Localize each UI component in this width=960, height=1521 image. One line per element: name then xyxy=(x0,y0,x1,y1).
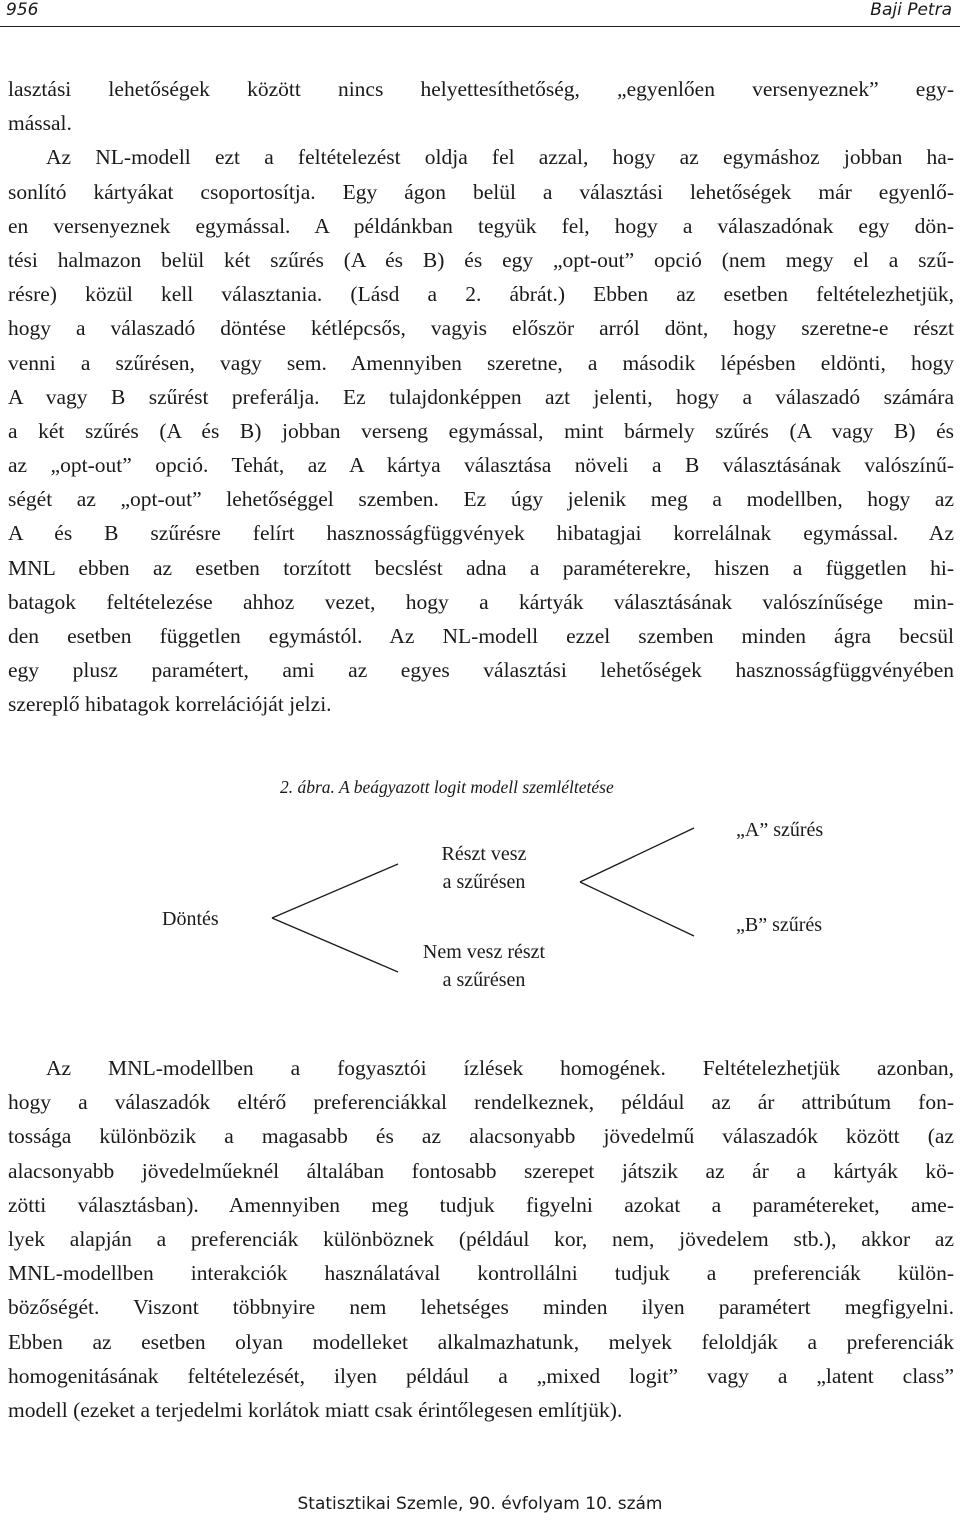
node-participate xyxy=(412,840,556,896)
text-line: lasztási lehetőségek között nincs helyettesíthetőség, „egyenlően versenyeznek” egy- xyxy=(8,77,954,101)
text-line: sonlító kártyákat csoportosítja. Egy ágon belül a választási lehetőségek már egyenlő- xyxy=(8,179,954,204)
edge-top-to-b xyxy=(580,882,694,936)
text-line: résre) közül kell választania. (Lásd a 2. ábrát.) Ebben az esetben feltételezhetjük, xyxy=(8,282,954,307)
node-not-participate xyxy=(404,938,564,994)
text-line: lyek alapján a preferenciák különböznek (például kor, nem, jövedelem stb.), akkor az xyxy=(8,1226,954,1251)
text-line: Az NL-modell ezt a feltételezést oldja fel azzal, hogy az egymáshoz jobban ha- xyxy=(46,145,954,170)
text-line: A és B szűrésre felírt hasznosságfüggvények hibatagjai korrelálnak egymással. Az xyxy=(8,521,954,546)
journal-footer: Statisztikai Szemle, 90. évfolyam 10. szám xyxy=(297,1494,663,1514)
text-line: MNL-modellben interakciók használatával kontrollálni tudjuk a preferenciák külön- xyxy=(8,1261,954,1286)
edge-root-to-bottom xyxy=(272,918,398,972)
text-line: hogy a válaszadók eltérő preferenciákkal rendelkeznek, például az ár attribútum fon- xyxy=(8,1090,954,1115)
node-leaf-b: „B” szűrés xyxy=(736,914,823,936)
page-number: 956 xyxy=(6,0,39,20)
running-author: Baji Petra xyxy=(870,0,952,20)
node-participate-line2: a szűrésen xyxy=(442,871,526,893)
text-line: ségét az „opt-out” lehetőséggel szemben. Ez úgy jelenik meg a modellben, hogy az xyxy=(8,487,954,512)
edge-top-to-a xyxy=(580,828,694,882)
text-line: egy plusz paramétert, ami az egyes választási lehetőségek hasznosságfüggvényében xyxy=(8,658,954,683)
text-line: MNL ebben az esetben torzított becslést adna a paraméterekre, hiszen a független hi- xyxy=(8,555,954,580)
text-line: bözőségét. Viszont többnyire nem lehetséges minden ilyen paramétert megfigyelni. xyxy=(8,1295,954,1320)
node-not-participate-line2: a szűrésen xyxy=(442,969,526,991)
text-line: a két szűrés (A és B) jobban verseng egymással, mint bármely szűrés (A vagy B) és xyxy=(8,418,954,443)
text-line: batagok feltételezése ahhoz vezet, hogy a kártyák választásának valószínűsége min- xyxy=(8,589,954,614)
text-line: venni a szűrésen, vagy sem. Amennyiben szeretne, a második lépésben eldönti, hogy xyxy=(8,350,954,375)
text-line: modell (ezeket a terjedelmi korlátok miatt csak érintőlegesen említjük). xyxy=(8,1397,623,1422)
text-line: en versenyeznek egymással. A példánkban tegyük fel, hogy a válaszadónak egy dön- xyxy=(8,213,954,238)
body-paragraph-2 xyxy=(8,1051,954,1427)
node-root: Döntés xyxy=(162,908,219,930)
text-line: tési halmazon belül két szűrés (A és B) és egy „opt-out” opció (nem megy el a szű- xyxy=(8,247,954,272)
text-line: homogenitásának feltételezését, ilyen például a „mixed logit” vagy a „latent class” xyxy=(8,1363,954,1388)
text-line: alacsonyabb jövedelműeknél általában fontosabb szerepet játszik az ár a kártyák kö- xyxy=(8,1158,954,1183)
node-not-participate-line1: Nem vesz részt xyxy=(422,941,546,963)
text-line: szereplő hibatagok korrelációját jelzi. xyxy=(8,692,332,717)
text-line: hogy a válaszadó döntése kétlépcsős, vagyis először arról dönt, hogy szeretne-e részt xyxy=(8,316,954,341)
node-leaf-a: „A” szűrés xyxy=(736,819,824,841)
figure-caption: 2. ábra. A beágyazott logit modell szemléltetése xyxy=(280,777,614,797)
text-line: Ebben az esetben olyan modelleket alkalmazhatunk, melyek feloldják a preferenciák xyxy=(8,1329,954,1354)
edge-root-to-top xyxy=(272,864,398,918)
text-line: A vagy B szűrést preferálja. Ez tulajdonképpen azt jelenti, hogy a válaszadó számára xyxy=(8,384,954,409)
node-participate-line1: Részt vesz xyxy=(441,843,527,865)
text-line: Az MNL-modellben a fogyasztói ízlések homogének. Feltételezhetjük azonban, xyxy=(46,1056,954,1080)
text-line: tossága különbözik a magasabb és az alacsonyabb jövedelmű válaszadók között (az xyxy=(8,1124,954,1149)
text-line: az „opt-out” opció. Tehát, az A kártya választása növeli a B választásának valószínű- xyxy=(8,453,954,478)
text-line: zötti választásban). Amennyiben meg tudjuk figyelni azokat a paramétereket, ame- xyxy=(8,1192,954,1217)
text-line: den esetben független egymástól. Az NL-modell ezzel szemben minden ágra becsül xyxy=(8,624,954,648)
text-line: mással. xyxy=(8,111,72,136)
